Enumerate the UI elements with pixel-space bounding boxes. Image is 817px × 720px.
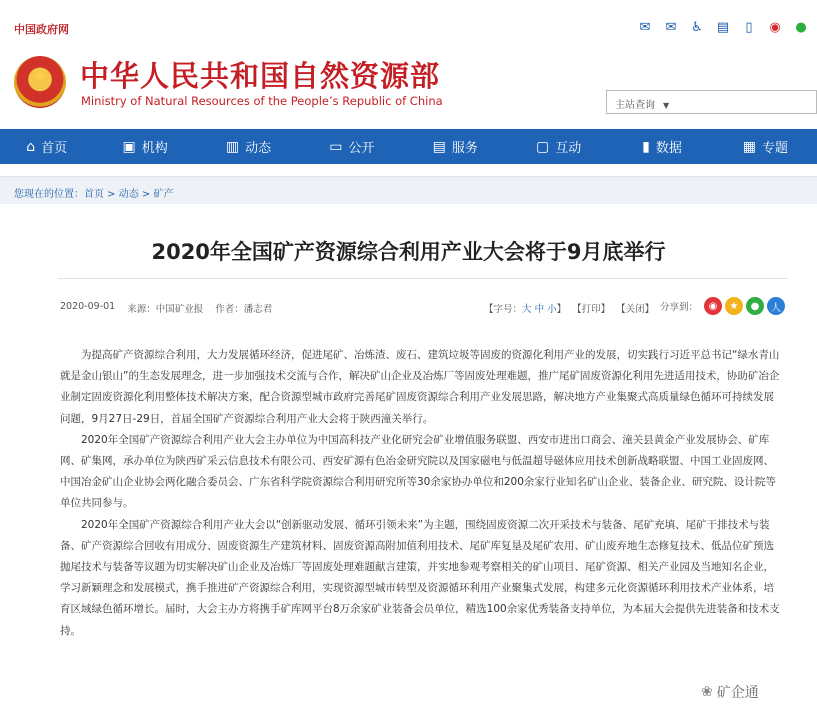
breadcrumb: 您现在的位置：首页 > 动态 > 矿产	[14, 189, 174, 200]
wechat-logo-icon: ❀	[701, 684, 713, 700]
article-tools	[484, 301, 654, 315]
site-title: 中华人民共和国自然资源部	[80, 59, 441, 93]
mail-alt-icon[interactable]: ✉	[665, 19, 677, 35]
main-nav	[0, 129, 817, 164]
topic-icon: ▦	[742, 138, 756, 155]
watermark-label: 矿企通	[716, 685, 759, 701]
article-paragraph: 2020年全国矿产资源综合利用产业大会主办单位为中国高科技产业化研究会矿业增值服务联盟、西安市进出口商会、潼关县黄金产业发展协会、矿库网、矿集网，承办单位为陕西矿采云信息技术有限公司、西安矿源有色冶金研究院以及国家磁电与低温超导磁体应用技术创新战略联盟、中国工业固废网、中国冶金矿山企业协会两化融合委员会、广东省科学院资源综合利用研究所等30余家协办单位和200余家行业知名矿山企业、装备企业、研究院、设计院等单位共同参与。	[60, 433, 776, 510]
breadcrumb-news[interactable]: 动态	[118, 189, 139, 200]
share-weibo-icon[interactable]: ◉	[704, 297, 722, 315]
chevron-down-icon: ▼	[663, 101, 670, 110]
chat-icon: ▢	[535, 138, 550, 155]
mobile-icon[interactable]: ▯	[745, 19, 753, 35]
article-body	[60, 345, 780, 642]
top-bar	[0, 0, 817, 44]
share-label: 分享到：	[660, 302, 699, 313]
share-bar	[660, 297, 785, 315]
national-emblem-icon: ★	[14, 56, 66, 108]
article-meta	[60, 301, 272, 315]
nav-item-org[interactable]: ▣ 机构	[122, 138, 168, 156]
nav-item-service[interactable]: ▤ 服务	[432, 138, 478, 156]
top-icons	[637, 19, 809, 35]
org-icon: ▣	[122, 138, 136, 155]
close-button[interactable]: 【关闭】	[616, 304, 655, 315]
article-author: 作者：潘志君	[215, 304, 273, 315]
nav-item-interact[interactable]: ▢ 互动	[535, 138, 582, 156]
clipboard-icon[interactable]: ▤	[716, 19, 730, 35]
title-divider	[58, 278, 788, 279]
home-icon: ⌂	[26, 138, 36, 155]
article-date: 2020-09-01	[60, 301, 116, 312]
print-button[interactable]: 【打印】	[572, 304, 611, 315]
site-header	[0, 44, 817, 130]
nav-item-news[interactable]: ▥ 动态	[225, 138, 272, 156]
article-paragraph: 为提高矿产资源综合利用，大力发展循环经济，促进尾矿、冶炼渣、废石、建筑垃圾等固废的资源化利用产业的发展，切实践行习近平总书记“绿水青山就是金山银山”的生态发展理念，进一步加强技术交流与合作，解决矿山企业及冶炼厂等固废处理难题，推广尾矿固废资源化利用先进适用技术，协助矿冶企业制定固废资源化利用整体技术解决方案，配合资源型城市政府完善尾矿固废资源综合利用产业发展思路，解决地方产业集聚式高质量绿色循环可持续发展问题，9月27日-29日，首届全国矿产资源综合利用产业大会将于陕西潼关举行。	[60, 349, 780, 425]
share-renren-icon[interactable]: 人	[767, 297, 785, 315]
open-icon: ▭	[329, 138, 343, 155]
breadcrumb-home[interactable]: 首页	[84, 189, 104, 200]
chart-icon: ▮	[642, 138, 650, 155]
site-search-select[interactable]	[606, 90, 817, 114]
breadcrumb-bar	[0, 176, 817, 204]
service-icon: ▤	[432, 138, 446, 155]
news-icon: ▥	[225, 138, 240, 155]
article-source: 来源：中国矿业报	[127, 304, 204, 315]
weibo-icon[interactable]: ◉	[769, 19, 781, 35]
site-subtitle: Ministry of Natural Resources of the People’s Republic of China	[81, 94, 443, 108]
font-large-button[interactable]: 大	[522, 304, 532, 315]
nav-item-open[interactable]: ▭ 公开	[329, 138, 375, 156]
share-qzone-icon[interactable]: ★	[725, 297, 743, 315]
watermark	[701, 682, 759, 702]
nav-item-home[interactable]: ⌂ 首页	[26, 138, 68, 156]
mail-icon[interactable]: ✉	[639, 19, 651, 35]
site-search-select-label: 主站查询	[615, 100, 655, 111]
font-size-control: 【字号：大 中 小】	[484, 304, 567, 315]
wechat-icon[interactable]: ●	[795, 19, 807, 35]
nav-item-data[interactable]: ▮ 数据	[642, 138, 682, 156]
breadcrumb-mineral[interactable]: 矿产	[153, 189, 174, 200]
accessibility-icon[interactable]: ♿	[691, 19, 703, 35]
share-wechat-icon[interactable]: ●	[746, 297, 764, 315]
article-title: 2020年全国矿产资源综合利用产业大会将于9月底举行	[151, 240, 666, 264]
breadcrumb-prefix: 您现在的位置：	[14, 189, 84, 200]
font-medium-button[interactable]: 中	[534, 304, 545, 315]
nav-item-topic[interactable]: ▦ 专题	[742, 138, 788, 156]
font-small-button[interactable]: 小	[547, 304, 557, 315]
article-paragraph: 2020年全国矿产资源综合利用产业大会以“创新驱动发展、循环引领未来”为主题，围绕固废资源二次开采技术与装备、尾矿充填、尾矿干排技术与装备、矿产资源综合回收有用成分、固废资源生产建筑材料、固废资源高附加值利用技术、尾矿库复垦及尾矿农用、矿山废弃地生态修复技术、低品位矿预选抛尾技术与装备等议题为切实解决矿山企业及冶炼厂等固废处理难题献言建策，并实地参观考察相关的矿山项目、尾矿资源、相关产业园及当地知名企业，学习新颖理念和发展模式，携手推进矿产资源综合利用，实现资源型城市转型及资源循环利用产业聚集式发展，构建多元化资源循环利用技术产业体系，培育区域绿色循环增长。届时，大会主办方将携手矿库网平台8万余家矿业装备会员单位，精选100余家优秀装备支持单位，为本届大会提供先进装备和技术支持。	[60, 518, 780, 637]
gov-portal-link[interactable]: 中国政府网	[14, 23, 69, 36]
